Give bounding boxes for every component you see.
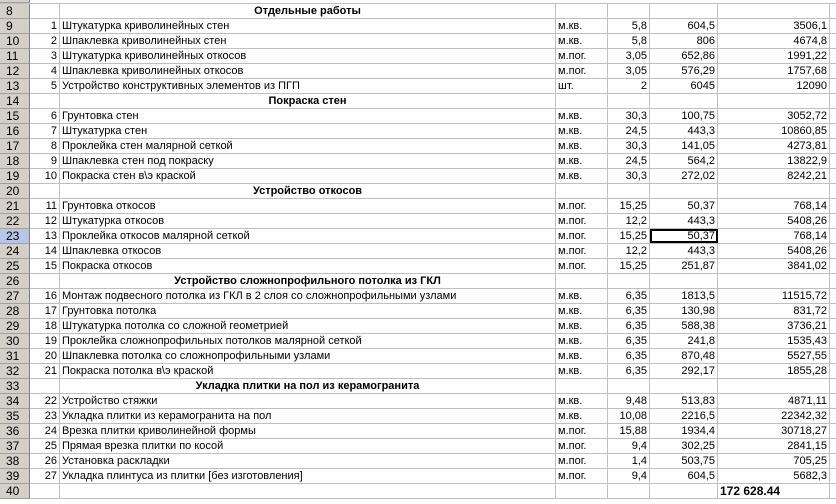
- cell-unit[interactable]: м.пог.: [556, 64, 608, 78]
- cell-extra[interactable]: [830, 199, 836, 213]
- row-header[interactable]: 26: [0, 274, 30, 289]
- table-row: [0, 424, 836, 439]
- cell-unit[interactable]: м.кв.: [556, 319, 608, 333]
- cell-unit[interactable]: м.кв.: [556, 304, 608, 318]
- cell-qty[interactable]: 6,35: [608, 289, 650, 303]
- cell-qty[interactable]: 3,05: [608, 49, 650, 63]
- cell-qty[interactable]: [608, 274, 650, 288]
- cell-price[interactable]: [650, 484, 718, 498]
- cell-price[interactable]: [650, 379, 718, 393]
- cell-unit[interactable]: [556, 184, 608, 198]
- section-row: [0, 379, 836, 394]
- row-header[interactable]: 38: [0, 454, 30, 469]
- cell-num[interactable]: [30, 274, 60, 288]
- cell-total[interactable]: 3052,72: [718, 109, 830, 123]
- row-header[interactable]: 27: [0, 289, 30, 304]
- cell-num[interactable]: 7: [30, 124, 60, 138]
- cell-num[interactable]: 20: [30, 349, 60, 363]
- cell-unit[interactable]: м.пог.: [556, 259, 608, 273]
- cell-unit[interactable]: м.кв.: [556, 169, 608, 183]
- row-header[interactable]: 18: [0, 154, 30, 169]
- row-header[interactable]: 28: [0, 304, 30, 319]
- row-header[interactable]: 19: [0, 169, 30, 184]
- table-row: [0, 334, 836, 349]
- table-row: [0, 349, 836, 364]
- cell-qty[interactable]: 6,35: [608, 364, 650, 378]
- cell-qty[interactable]: 15,25: [608, 199, 650, 213]
- table-row: [0, 454, 836, 469]
- cell-qty[interactable]: 6,35: [608, 319, 650, 333]
- cell-qty[interactable]: 30,3: [608, 169, 650, 183]
- cell-total[interactable]: 30718,27: [718, 424, 830, 438]
- cell-unit[interactable]: м.кв.: [556, 139, 608, 153]
- cell-extra[interactable]: [830, 169, 836, 183]
- cell-total[interactable]: 4871,11: [718, 394, 830, 408]
- row-header[interactable]: 8: [0, 4, 30, 19]
- cell-name[interactable]: Покраска откосов: [60, 259, 556, 273]
- table-row: [0, 229, 836, 244]
- cell-qty[interactable]: 3,05: [608, 64, 650, 78]
- cell-price[interactable]: 292,17: [650, 364, 718, 378]
- cell-total[interactable]: 3736,21: [718, 319, 830, 333]
- cell-extra[interactable]: [830, 139, 836, 153]
- cell-unit[interactable]: м.пог.: [556, 469, 608, 483]
- cell-name[interactable]: Грунтовка откосов: [60, 199, 556, 213]
- cell-num[interactable]: 23: [30, 409, 60, 423]
- cell-extra[interactable]: [830, 49, 836, 63]
- table-row: [0, 214, 836, 229]
- cell-name[interactable]: Укладка плинтуса из плитки [без изготовления]: [60, 469, 556, 483]
- row-header[interactable]: 16: [0, 124, 30, 139]
- cell-total[interactable]: 10860,85: [718, 124, 830, 138]
- cell-price[interactable]: 443,3: [650, 244, 718, 258]
- cell-price[interactable]: 604,5: [650, 469, 718, 483]
- cell-num[interactable]: 3: [30, 49, 60, 63]
- cell-price[interactable]: 251,87: [650, 259, 718, 273]
- cell-name[interactable]: Проклейка сложнопрофильных потолков малярной сеткой: [60, 334, 556, 348]
- table-row: [0, 109, 836, 124]
- cell-price[interactable]: 870,48: [650, 349, 718, 363]
- row-header[interactable]: 25: [0, 259, 30, 274]
- cell-price[interactable]: 806: [650, 34, 718, 48]
- cell-qty[interactable]: 1,4: [608, 454, 650, 468]
- cell-qty[interactable]: 6,35: [608, 334, 650, 348]
- row-header[interactable]: 11: [0, 49, 30, 64]
- cell-total[interactable]: 831,72: [718, 304, 830, 318]
- cell-unit[interactable]: м.пог.: [556, 439, 608, 453]
- cell-unit[interactable]: [556, 379, 608, 393]
- section-title[interactable]: Устройство сложнопрофильного потолка из ГКЛ: [60, 274, 556, 288]
- cell-extra[interactable]: [830, 34, 836, 48]
- cell-num[interactable]: 13: [30, 229, 60, 243]
- cell-name[interactable]: Устройство конструктивных элементов из ПГП: [60, 79, 556, 93]
- table-row: [0, 439, 836, 454]
- cell-extra[interactable]: [830, 319, 836, 333]
- cell-name[interactable]: Шпаклевка стен под покраску: [60, 154, 556, 168]
- cell-name[interactable]: Укладка плитки из керамогранита на пол: [60, 409, 556, 423]
- cell-extra[interactable]: [830, 259, 836, 273]
- cell-num[interactable]: 27: [30, 469, 60, 483]
- cell-unit[interactable]: [556, 4, 608, 18]
- cell-num[interactable]: 25: [30, 439, 60, 453]
- cell-price[interactable]: 141,05: [650, 139, 718, 153]
- table-row: [0, 304, 836, 319]
- cell-name[interactable]: Прямая врезка плитки по косой: [60, 439, 556, 453]
- cell-qty[interactable]: [608, 94, 650, 108]
- row-header[interactable]: 10: [0, 34, 30, 49]
- cell-unit[interactable]: м.кв.: [556, 154, 608, 168]
- cell-qty[interactable]: 9,4: [608, 439, 650, 453]
- cell-extra[interactable]: [830, 349, 836, 363]
- cell-num[interactable]: 24: [30, 424, 60, 438]
- cell-price[interactable]: 130,98: [650, 304, 718, 318]
- cell-qty[interactable]: 24,5: [608, 154, 650, 168]
- cell-price[interactable]: 1934,4: [650, 424, 718, 438]
- cell-name[interactable]: Штукатурка потолка со сложной геометрией: [60, 319, 556, 333]
- table-row: [0, 19, 836, 34]
- cell-extra[interactable]: [830, 79, 836, 93]
- cell-name[interactable]: Проклейка откосов малярной сеткой: [60, 229, 556, 243]
- cell-qty[interactable]: 15,88: [608, 424, 650, 438]
- cell-unit[interactable]: м.пог.: [556, 244, 608, 258]
- cell-num[interactable]: 10: [30, 169, 60, 183]
- cell-total[interactable]: [718, 94, 830, 108]
- row-header[interactable]: 37: [0, 439, 30, 454]
- section-row: [0, 184, 836, 199]
- section-row: [0, 274, 836, 289]
- cell-total[interactable]: [718, 274, 830, 288]
- row-header[interactable]: 22: [0, 214, 30, 229]
- cell-qty[interactable]: 5,8: [608, 19, 650, 33]
- cell-total[interactable]: 4674,8: [718, 34, 830, 48]
- table-row: [0, 169, 836, 184]
- cell-num[interactable]: 21: [30, 364, 60, 378]
- cell-total[interactable]: 5408,26: [718, 244, 830, 258]
- row-header[interactable]: 36: [0, 424, 30, 439]
- table-row: [0, 244, 836, 259]
- cell-num[interactable]: 11: [30, 199, 60, 213]
- cell-num[interactable]: 26: [30, 454, 60, 468]
- cell-extra[interactable]: [830, 244, 836, 258]
- cell-total[interactable]: [718, 184, 830, 198]
- section-title[interactable]: Отдельные работы: [60, 4, 556, 18]
- cell-price[interactable]: 604,5: [650, 19, 718, 33]
- cell-total[interactable]: 1757,68: [718, 64, 830, 78]
- cell-price[interactable]: 1813,5: [650, 289, 718, 303]
- cell-num[interactable]: [30, 184, 60, 198]
- cell-total[interactable]: 5408,26: [718, 214, 830, 228]
- cell-num[interactable]: 4: [30, 64, 60, 78]
- cell-price[interactable]: 443,3: [650, 124, 718, 138]
- cell-name[interactable]: Шпаклевка потолка со сложнопрофильными узлами: [60, 349, 556, 363]
- cell-extra[interactable]: [830, 394, 836, 408]
- table-row: [0, 34, 836, 49]
- table-row: [0, 259, 836, 274]
- cell-unit[interactable]: м.кв.: [556, 364, 608, 378]
- cell-total[interactable]: 3506,1: [718, 19, 830, 33]
- row-header[interactable]: 14: [0, 94, 30, 109]
- cell-extra[interactable]: [830, 184, 836, 198]
- cell-name[interactable]: Шпаклевка откосов: [60, 244, 556, 258]
- table-row: [0, 364, 836, 379]
- cell-unit[interactable]: м.кв.: [556, 19, 608, 33]
- cell-name[interactable]: Грунтовка потолка: [60, 304, 556, 318]
- cell-extra[interactable]: [830, 289, 836, 303]
- grand-total-row: [0, 484, 836, 499]
- cell-total[interactable]: 1855,28: [718, 364, 830, 378]
- table-row: [0, 199, 836, 214]
- cell-total[interactable]: 2841,15: [718, 439, 830, 453]
- cell-unit[interactable]: м.кв.: [556, 124, 608, 138]
- cell-num[interactable]: 22: [30, 394, 60, 408]
- cell-price[interactable]: [650, 4, 718, 18]
- row-header[interactable]: 12: [0, 64, 30, 79]
- cell-name[interactable]: Установка раскладки: [60, 454, 556, 468]
- cell-unit[interactable]: м.пог.: [556, 199, 608, 213]
- row-header[interactable]: 29: [0, 319, 30, 334]
- cell-qty[interactable]: 12,2: [608, 244, 650, 258]
- section-title[interactable]: Укладка плитки на пол из керамогранита: [60, 379, 556, 393]
- cell-total[interactable]: 4273,81: [718, 139, 830, 153]
- section-row: [0, 4, 836, 19]
- cell-extra[interactable]: [830, 304, 836, 318]
- cell-extra[interactable]: [830, 214, 836, 228]
- table-row: [0, 154, 836, 169]
- row-header[interactable]: 33: [0, 379, 30, 394]
- cell-unit[interactable]: м.кв.: [556, 334, 608, 348]
- cell-price[interactable]: 100,75: [650, 109, 718, 123]
- row-header[interactable]: 17: [0, 139, 30, 154]
- cell-price[interactable]: 2216,5: [650, 409, 718, 423]
- cell-num[interactable]: [30, 4, 60, 18]
- cell-total[interactable]: 1535,43: [718, 334, 830, 348]
- cell-num[interactable]: 16: [30, 289, 60, 303]
- table-row: [0, 79, 836, 94]
- cell-num[interactable]: [30, 379, 60, 393]
- cell-total[interactable]: 1991,22: [718, 49, 830, 63]
- table-row: [0, 49, 836, 64]
- cell-qty[interactable]: 9,4: [608, 469, 650, 483]
- cell-qty[interactable]: [608, 379, 650, 393]
- cell-extra[interactable]: [830, 229, 836, 243]
- cell-qty[interactable]: 10,08: [608, 409, 650, 423]
- row-header[interactable]: 32: [0, 364, 30, 379]
- row-header[interactable]: 30: [0, 334, 30, 349]
- cell-price[interactable]: 564,2: [650, 154, 718, 168]
- cell-unit[interactable]: [556, 484, 608, 498]
- cell-unit[interactable]: м.пог.: [556, 454, 608, 468]
- row-header[interactable]: 21: [0, 199, 30, 214]
- cell-qty[interactable]: 6,35: [608, 304, 650, 318]
- cell-qty[interactable]: 24,5: [608, 124, 650, 138]
- cell-num[interactable]: 1: [30, 19, 60, 33]
- cell-extra[interactable]: [830, 469, 836, 483]
- cell-extra[interactable]: [830, 64, 836, 78]
- cell-price[interactable]: 576,29: [650, 64, 718, 78]
- cell-extra[interactable]: [830, 484, 836, 498]
- cell-num[interactable]: 8: [30, 139, 60, 153]
- cell-name[interactable]: Покраска потолка в\э краской: [60, 364, 556, 378]
- selected-cell[interactable]: 50,37: [650, 229, 718, 243]
- cell-name[interactable]: [60, 484, 556, 498]
- cell-qty[interactable]: [608, 4, 650, 18]
- cell-total[interactable]: 13822,9: [718, 154, 830, 168]
- cell-name[interactable]: Шпаклевка криволинейных стен: [60, 34, 556, 48]
- cell-qty[interactable]: 2: [608, 79, 650, 93]
- cell-qty[interactable]: 30,3: [608, 109, 650, 123]
- cell-qty[interactable]: 5,8: [608, 34, 650, 48]
- cell-unit[interactable]: м.кв.: [556, 394, 608, 408]
- cell-qty[interactable]: 6,35: [608, 349, 650, 363]
- cell-price[interactable]: 50,37: [650, 199, 718, 213]
- row-header[interactable]: 35: [0, 409, 30, 424]
- cell-unit[interactable]: м.кв.: [556, 289, 608, 303]
- cell-total[interactable]: 3841,02: [718, 259, 830, 273]
- cell-unit[interactable]: [556, 274, 608, 288]
- cell-price[interactable]: 652,86: [650, 49, 718, 63]
- cell-name[interactable]: Шпаклевка криволинейных откосов: [60, 64, 556, 78]
- cell-num[interactable]: 19: [30, 334, 60, 348]
- cell-num[interactable]: [30, 484, 60, 498]
- cell-unit[interactable]: м.кв.: [556, 409, 608, 423]
- cell-extra[interactable]: [830, 4, 836, 18]
- cell-unit[interactable]: м.кв.: [556, 109, 608, 123]
- row-header[interactable]: 20: [0, 184, 30, 199]
- cell-total[interactable]: 8242,21: [718, 169, 830, 183]
- row-header[interactable]: 23: [0, 229, 30, 244]
- cell-total[interactable]: 22342,32: [718, 409, 830, 423]
- cell-total[interactable]: 5527,55: [718, 349, 830, 363]
- cell-num[interactable]: 15: [30, 259, 60, 273]
- cell-unit[interactable]: м.кв.: [556, 34, 608, 48]
- cell-extra[interactable]: [830, 364, 836, 378]
- cell-num[interactable]: 6: [30, 109, 60, 123]
- cell-unit[interactable]: м.пог.: [556, 229, 608, 243]
- cell-price[interactable]: 302,25: [650, 439, 718, 453]
- cell-num[interactable]: 12: [30, 214, 60, 228]
- cell-name[interactable]: Штукатурка стен: [60, 124, 556, 138]
- row-header[interactable]: 39: [0, 469, 30, 484]
- cell-extra[interactable]: [830, 154, 836, 168]
- table-row: [0, 394, 836, 409]
- table-row: [0, 64, 836, 79]
- cell-unit[interactable]: м.кв.: [556, 349, 608, 363]
- cell-price[interactable]: 588,38: [650, 319, 718, 333]
- cell-price[interactable]: 6045: [650, 79, 718, 93]
- cell-price[interactable]: [650, 184, 718, 198]
- cell-name[interactable]: Штукатурка откосов: [60, 214, 556, 228]
- cell-extra[interactable]: [830, 19, 836, 33]
- cell-total[interactable]: [718, 4, 830, 18]
- cell-num[interactable]: 2: [30, 34, 60, 48]
- cell-extra[interactable]: [830, 94, 836, 108]
- cell-extra[interactable]: [830, 274, 836, 288]
- cell-price[interactable]: 241,8: [650, 334, 718, 348]
- cell-extra[interactable]: [830, 379, 836, 393]
- cell-total[interactable]: [718, 379, 830, 393]
- cell-qty[interactable]: [608, 484, 650, 498]
- cell-extra[interactable]: [830, 124, 836, 138]
- cell-qty[interactable]: 15,25: [608, 229, 650, 243]
- row-header[interactable]: 24: [0, 244, 30, 259]
- section-title[interactable]: Покраска стен: [60, 94, 556, 108]
- cell-total[interactable]: 768,14: [718, 229, 830, 243]
- cell-extra[interactable]: [830, 424, 836, 438]
- cell-total[interactable]: 11515,72: [718, 289, 830, 303]
- cell-total[interactable]: 12090: [718, 79, 830, 93]
- cell-qty[interactable]: 12,2: [608, 214, 650, 228]
- row-header[interactable]: 34: [0, 394, 30, 409]
- row-header[interactable]: 9: [0, 19, 30, 34]
- cell-price[interactable]: [650, 274, 718, 288]
- cell-name[interactable]: Покраска стен в\э краской: [60, 169, 556, 183]
- cell-price[interactable]: 503,75: [650, 454, 718, 468]
- table-row: [0, 289, 836, 304]
- cell-name[interactable]: Устройство стяжки: [60, 394, 556, 408]
- cell-extra[interactable]: [830, 409, 836, 423]
- section-title[interactable]: Устройство откосов: [60, 184, 556, 198]
- row-header[interactable]: 40: [0, 484, 30, 499]
- cell-total[interactable]: 5682,3: [718, 469, 830, 483]
- cell-qty[interactable]: [608, 184, 650, 198]
- cell-num[interactable]: 18: [30, 319, 60, 333]
- section-row: [0, 94, 836, 109]
- table-row: [0, 469, 836, 484]
- cell-unit[interactable]: шт.: [556, 79, 608, 93]
- cell-price[interactable]: 443,3: [650, 214, 718, 228]
- cell-extra[interactable]: [830, 454, 836, 468]
- cell-total[interactable]: 705,25: [718, 454, 830, 468]
- cell-unit[interactable]: [556, 94, 608, 108]
- cell-extra[interactable]: [830, 109, 836, 123]
- cell-qty[interactable]: 15,25: [608, 259, 650, 273]
- row-header-partial[interactable]: [0, 0, 30, 3]
- cell-qty[interactable]: 9,48: [608, 394, 650, 408]
- table-row: [0, 319, 836, 334]
- cell-num[interactable]: 17: [30, 304, 60, 318]
- cell-num[interactable]: [30, 94, 60, 108]
- table-row: [0, 124, 836, 139]
- cell-total[interactable]: 768,14: [718, 199, 830, 213]
- row-header[interactable]: 31: [0, 349, 30, 364]
- cell-name[interactable]: Проклейка стен малярной сеткой: [60, 139, 556, 153]
- cell-num[interactable]: 5: [30, 79, 60, 93]
- cell-extra[interactable]: [830, 334, 836, 348]
- cell-name[interactable]: Монтаж подвесного потолка из ГКЛ в 2 слоя со сложнопрофильными узлами: [60, 289, 556, 303]
- cell-price[interactable]: 272,02: [650, 169, 718, 183]
- cell-extra[interactable]: [830, 439, 836, 453]
- cell-num[interactable]: 9: [30, 154, 60, 168]
- row-header[interactable]: 13: [0, 79, 30, 94]
- cell-unit[interactable]: м.пог.: [556, 49, 608, 63]
- cell-unit[interactable]: м.пог.: [556, 424, 608, 438]
- row-header[interactable]: 15: [0, 109, 30, 124]
- cell-name[interactable]: Грунтовка стен: [60, 109, 556, 123]
- cell-name[interactable]: Штукатурка криволинейных откосов: [60, 49, 556, 63]
- cell-price[interactable]: 513,83: [650, 394, 718, 408]
- cell-price[interactable]: [650, 94, 718, 108]
- cell-qty[interactable]: 30,3: [608, 139, 650, 153]
- table-row: [0, 409, 836, 424]
- cell-name[interactable]: Врезка плитки криволинейной формы: [60, 424, 556, 438]
- table-row: [0, 139, 836, 154]
- grand-total-value[interactable]: 172 628.44: [718, 484, 830, 498]
- cell-unit[interactable]: м.пог.: [556, 214, 608, 228]
- cell-num[interactable]: 14: [30, 244, 60, 258]
- cell-name[interactable]: Штукатурка криволинейных стен: [60, 19, 556, 33]
